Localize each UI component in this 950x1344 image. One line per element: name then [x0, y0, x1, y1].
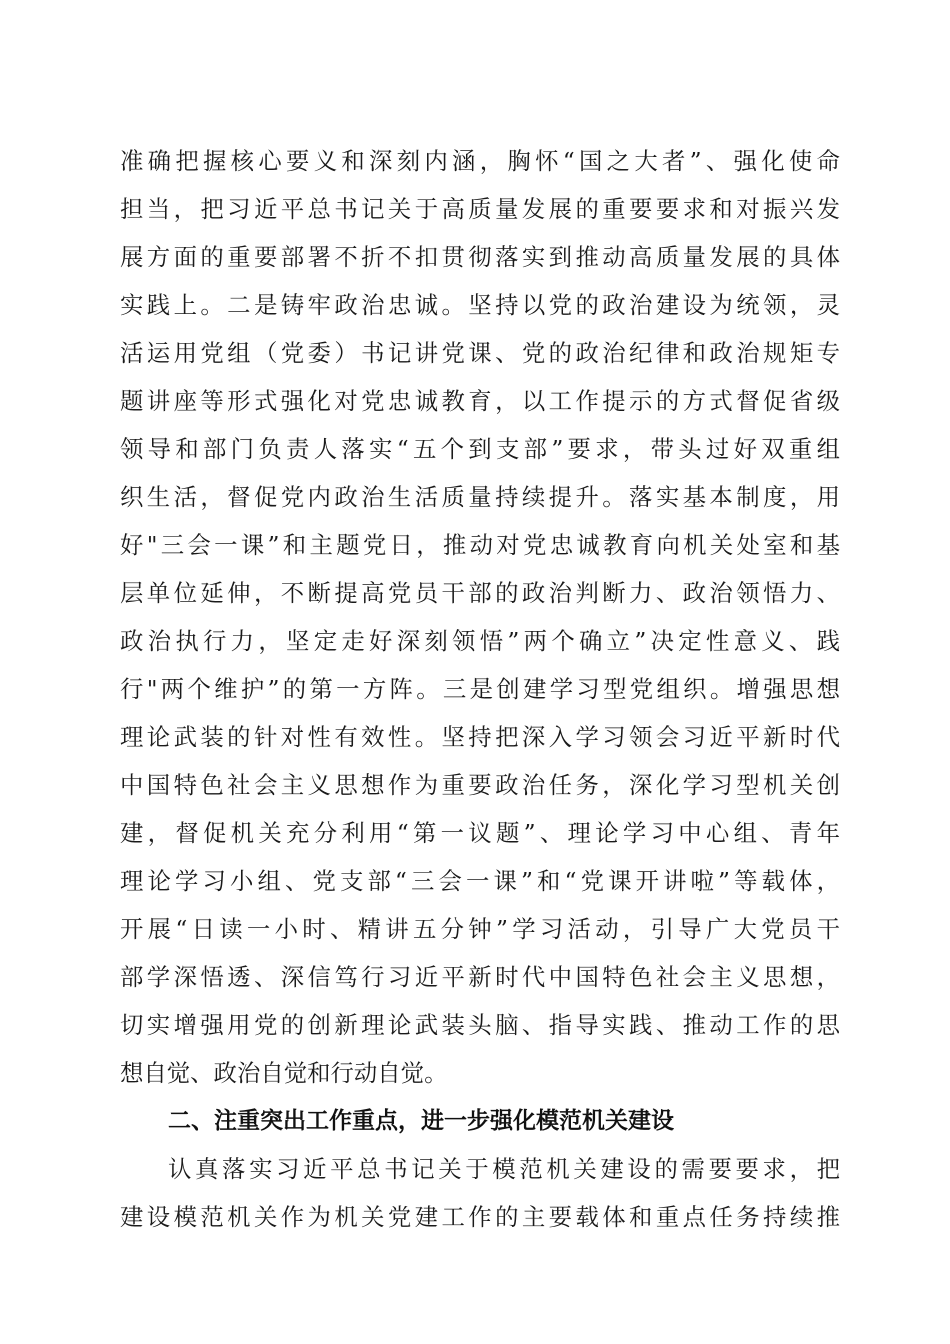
section-heading: 二、注重突出工作重点，进一步强化模范机关建设 — [168, 1108, 674, 1134]
text-line: 题讲座等形式强化对党忠诚教育，以工作提示的方式督促省级 — [120, 387, 840, 415]
text-line: 活运用党组（党委）书记讲党课、党的政治纪律和政治规矩专 — [120, 339, 840, 367]
text-line: 中国特色社会主义思想作为重要政治任务，深化学习型机关创 — [120, 771, 840, 799]
text-line: 部学深悟透、深信笃行习近平新时代中国特色社会主义思想， — [120, 963, 840, 991]
text-line: 政治执行力，坚定走好深刻领悟”两个确立”决定性意义、践 — [120, 627, 840, 655]
text-line: 织生活，督促党内政治生活质量持续提升。落实基本制度，用 — [120, 483, 840, 511]
text-line: 行"两个维护”的第一方阵。三是创建学习型党组织。增强思想 — [120, 675, 840, 703]
text-line: 开展“日读一小时、精讲五分钟”学习活动，引导广大党员干 — [120, 915, 840, 943]
text-line: 好"三会一课”和主题党日，推动对党忠诚教育向机关处室和基 — [120, 531, 840, 559]
text-line: 建设模范机关作为机关党建工作的主要载体和重点任务持续推 — [120, 1203, 840, 1231]
text-line: 理论武装的针对性有效性。坚持把深入学习领会习近平新时代 — [120, 723, 840, 751]
text-line: 层单位延伸，不断提高党员干部的政治判断力、政治领悟力、 — [120, 579, 840, 607]
text-line: 实践上。二是铸牢政治忠诚。坚持以党的政治建设为统领，灵 — [120, 291, 840, 319]
text-line: 领导和部门负责人落实“五个到支部”要求，带头过好双重组 — [120, 435, 840, 463]
text-line: 认真落实习近平总书记关于模范机关建设的需要要求，把 — [168, 1155, 840, 1183]
text-line: 准确把握核心要义和深刻内涵，胸怀“国之大者”、强化使命 — [120, 147, 840, 175]
text-line: 担当，把习近平总书记关于高质量发展的重要要求和对振兴发 — [120, 195, 840, 223]
text-line: 想自觉、政治自觉和行动自觉。 — [120, 1059, 448, 1087]
text-line: 展方面的重要部署不折不扣贯彻落实到推动高质量发展的具体 — [120, 243, 840, 271]
text-line: 理论学习小组、党支部“三会一课”和“党课开讲啦”等载体， — [120, 867, 840, 895]
text-line: 建，督促机关充分利用“第一议题”、理论学习中心组、青年 — [120, 819, 840, 847]
text-line: 切实增强用党的创新理论武装头脑、指导实践、推动工作的思 — [120, 1011, 840, 1039]
